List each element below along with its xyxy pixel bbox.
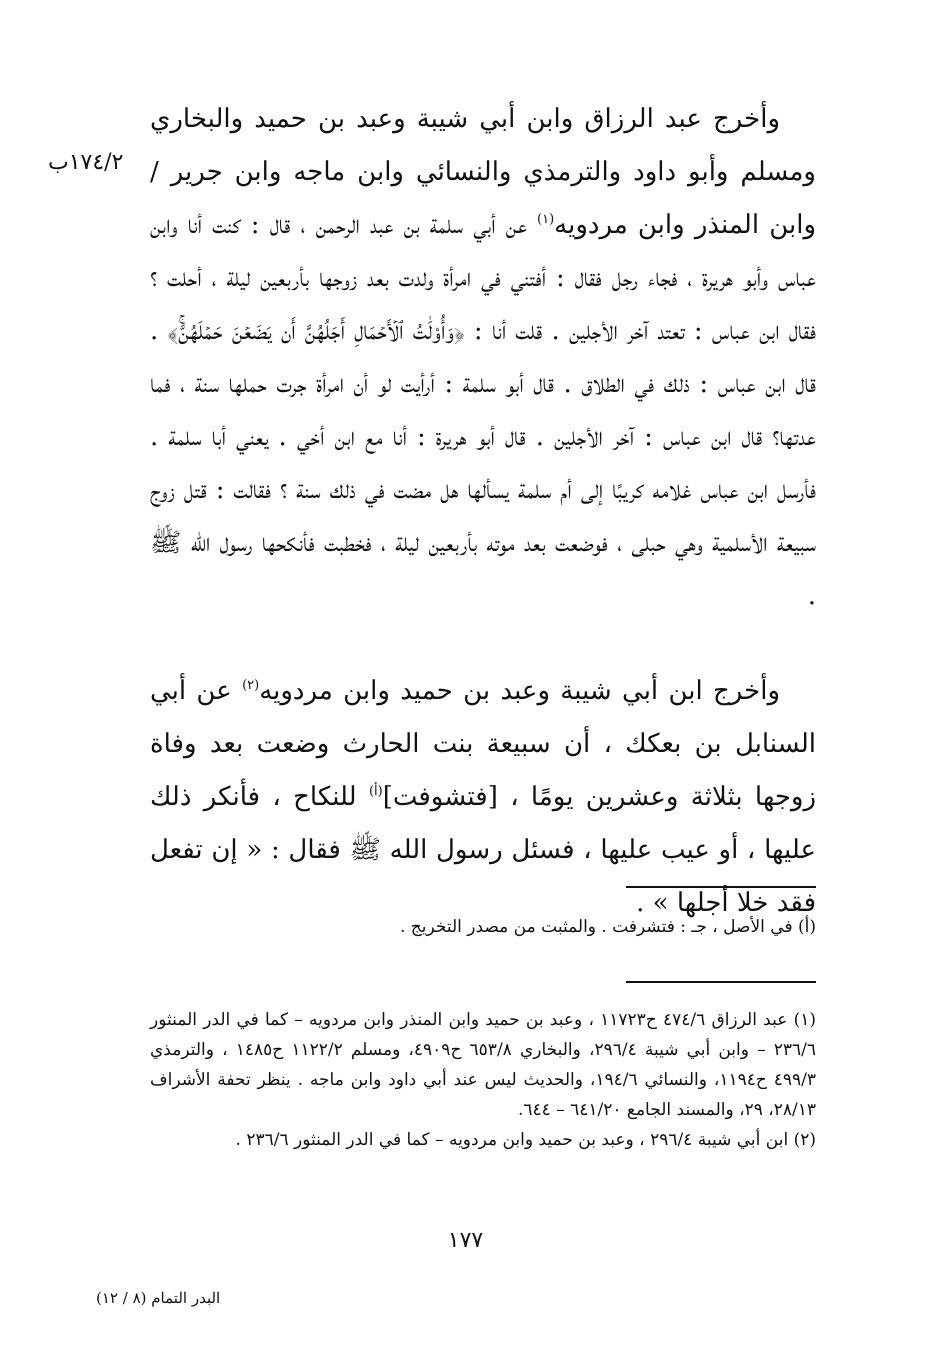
- paragraph-2-text: وأخرج ابن أبي شيبة وعبد بن حميد وابن مردويه: [259, 676, 781, 706]
- paragraph-1-continuation: عن أبي سلمة بن عبد الرحمن ، قال : كنت أنا وابن عباس وأبو هريرة ، فجاء رجل فقال : أفتني في امرأة ولدت بعد زوجها بأربعين ليلة ، أحلت ؟ فقال ابن عباس : تعتد آخر الأجلين . قلت أنا : ﴿وَأُوْلَٰتُ ٱلۡأَحۡمَالِ أَجَلُهُنَّ أَن يَضَعۡنَ حَمۡلَهُنَّۚ﴾ . قال ابن عباس : ذلك في الطلاق . قال أبو سلمة : أرأيت لو أن امرأة جرت حملها سنة ، فما عدتها؟ قال ابن عباس : آخر الأجلين . قال أبو هريرة : أنا مع ابن أخي . يعني أبا سلمة . فأرسل ابن عباس غلامه كريبًا إلى أم سلمة يسألها هل مضت في ذلك سنة ؟ فقالت : قتل زوج سبيعة الأسلمية وهي حبلى ، فوضعت بعد موته بأربعين ليلة ، فخطبت فأنكحها رسول الله ﷺ .: [150, 210, 816, 611]
- running-footer: البدر التمام (٨ / ١٢): [96, 1289, 221, 1307]
- footnote-ref-2[interactable]: (٢): [242, 678, 260, 693]
- footnote-alpha: (أ) في الأصل ، جـ : فتشرفت . والمثبت من مصدر التخريج .: [399, 917, 816, 937]
- paragraph-2-continuation-a: عن أبي السنابل بن بعكك ، أن سبيعة بنت الحارث وضعت بعد وفاة زوجها بثلاثة وعشرين يومًا ، [فتشوفت]: [150, 676, 816, 812]
- paragraph-1-text: وأخرج عبد الرزاق وابن أبي شيبة وعبد بن حميد والبخاري ومسلم وأبو داود والترمذي والنسائي وابن ماجه وابن جرير / وابن المنذر وابن مردويه: [150, 104, 817, 240]
- footnote-ref-alpha[interactable]: (أ): [368, 784, 383, 799]
- paragraph-2-continuation-b: للنكاح ، فأنكر ذلك عليها ، أو عيب عليها ، فسئل رسول الله ﷺ فقال : « إن تفعل فقد خلا أجلها » .: [150, 782, 816, 918]
- footnote-ref-1[interactable]: (١): [537, 212, 555, 227]
- paragraph-1: [150, 93, 816, 623]
- margin-folio-note: ١٧٤/٢ب: [48, 150, 124, 175]
- footnote-1: (١) عبد الرزاق ٤٧٤/٦ ح١١٧٢٣ ، وعبد بن حميد وابن المنذر وابن مردويه – كما في الدر المنثور ٢٣٦/٦ – وابن أبي شيبة ٢٩٦/٤، والبخاري ٦٥٣/٨ ح٤٩٠٩، ومسلم ١١٢٢/٢ ح١٤٨٥ ، والترمذي ٤٩٩/٣ ح١١٩٤، والنسائي ١٩٤/٦، والحديث ليس عند أبي داود وابن ماجه . ينظر تحفة الأشراف ٢٨/١٣، ٢٩، والمسند الجامع ٦٤١/٢٠ – ٦٤٤.: [150, 1010, 816, 1120]
- footnote-2: (٢) ابن أبي شيبة ٢٩٦/٤ ، وعبد بن حميد وابن مردويه – كما في الدر المنثور ٢٣٦/٦ .: [235, 1130, 816, 1150]
- page-number: ١٧٧: [447, 1228, 484, 1253]
- footnote-divider-numbered: [626, 981, 816, 983]
- footnote-divider-alpha: [626, 886, 816, 888]
- footnotes: [150, 1005, 816, 1155]
- paragraph-2: [150, 665, 816, 930]
